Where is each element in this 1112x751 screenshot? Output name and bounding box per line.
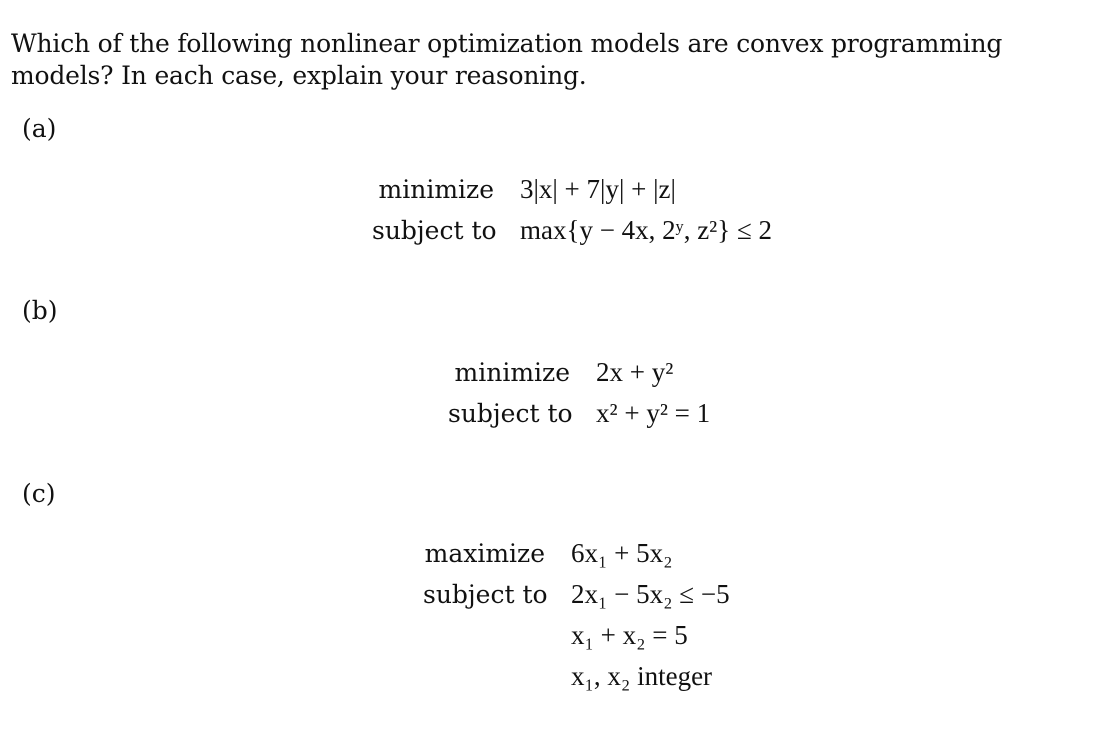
part-b-objective-expression: 2x + y² [596,357,674,387]
part-c-constraint-expression-3: x₁, x₂ integer [571,661,713,691]
part-a-label: (a) [22,114,57,143]
part-b-constraint-expression: x² + y² = 1 [596,398,711,428]
part-b-constraint-keyword: subject to [448,399,573,428]
part-a-objective-expression: 3|x| + 7|y| + |z| [520,174,676,204]
part-c-label: (c) [22,479,56,508]
part-a-constraint-expression: max{y − 4x, 2ʸ, z²} ≤ 2 [520,215,773,245]
part-a-constraint-keyword: subject to [372,216,497,245]
part-c-constraint-expression-1: 2x₁ − 5x₂ ≤ −5 [571,579,730,609]
part-c-constraint-keyword: subject to [423,580,548,609]
part-a-model [372,169,772,251]
part-c-objective-row [423,533,730,574]
question-intro: Which of the following nonlinear optimization models are convex programming models? In each case, explain your reasoning. [11,29,1003,90]
part-a-objective-row [372,169,772,210]
part-c-constraint-row-2 [423,615,730,656]
part-b-label: (b) [22,296,58,325]
part-a-constraint-row [372,210,772,251]
part-b-model [448,352,710,434]
part-c-model [423,533,730,697]
part-c-constraint-row-3 [423,656,730,697]
part-b-constraint-row [448,393,710,434]
part-c-objective-keyword: maximize [424,539,545,568]
part-b-objective-keyword: minimize [454,358,570,387]
part-a-objective-keyword: minimize [378,175,494,204]
part-c-constraint-row-1 [423,574,730,615]
part-b-objective-row [448,352,710,393]
part-c-constraint-expression-2: x₁ + x₂ = 5 [571,620,688,650]
part-c-objective-expression: 6x₁ + 5x₂ [571,538,673,568]
